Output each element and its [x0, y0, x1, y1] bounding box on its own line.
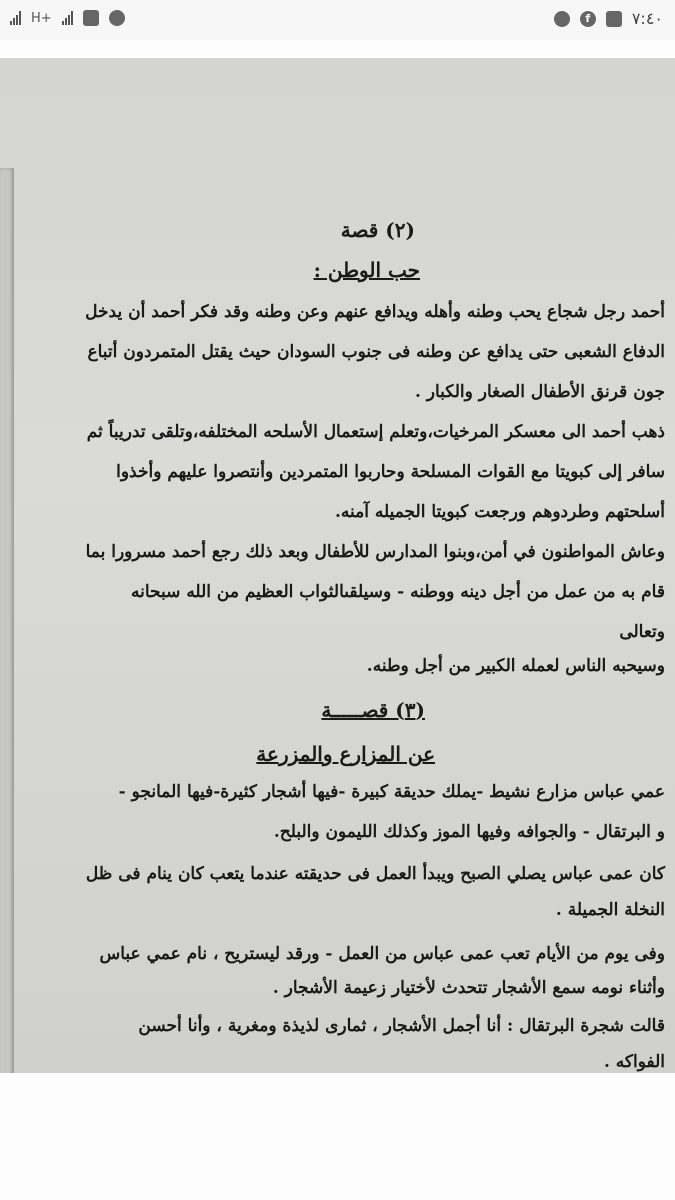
status-bar: [0, 0, 675, 40]
story2-line: الدفاع الشعبى حتى يدافع عن وطنه فى جنوب السودان حيث يقتل المتمردون أتباع: [87, 342, 665, 362]
story3-line: وأثناء نومه سمع الأشجار تتحدث لأختيار زعيمة الأشجار .: [272, 978, 665, 998]
story2-line: جون قرنق الأطفال الصغار والكبار .: [414, 382, 665, 402]
story3-line: كان عمى عباس يصلي الصبح ويبدأ العمل فى حديقته عندما يتعب كان ينام فى ظل: [85, 864, 665, 884]
story2-line: قام به من عمل من أجل دينه ووطنه - وسيلقىالثواب العظيم من الله سبحانه: [131, 582, 665, 602]
story2-line: أحمد رجل شجاع يحب وطنه وأهله ويدافع عنهم وعن وطنه وقد فكر أحمد أن يدخل: [85, 302, 665, 322]
alarm-icon: [109, 10, 125, 26]
network-type-label: H+: [31, 10, 52, 26]
signal-icon-2: [62, 11, 73, 25]
document-photo: [0, 58, 675, 1073]
sim-icon: [83, 10, 99, 26]
story2-line: أسلحتهم وطردوهم ورجعت كبويتا الجميله آمنه.: [334, 502, 665, 522]
story2-line: وتعالى: [619, 622, 665, 642]
status-right: [554, 9, 663, 28]
story2-line: سافر إلى كبويتا مع القوات المسلحة وحاربوا المتمردين وأنتصروا عليهم وأخذوا: [116, 462, 665, 482]
status-left: [10, 10, 125, 26]
story2-title: (٢) قصة: [340, 218, 415, 242]
story3-line: قالت شجرة البرتقال : أنا أجمل الأشجار ، ثمارى لذيذة ومغرية ، وأنا أحسن: [138, 1016, 665, 1036]
screen-bottom-area: [0, 1073, 675, 1200]
story3-line: و البرتقال - والجوافه وفيها الموز وكذلك الليمون والبلح.: [273, 822, 665, 842]
story2-line: وسيحبه الناس لعمله الكبير من أجل وطنه.: [366, 656, 665, 676]
signal-icon: [10, 11, 21, 25]
story2-line: ذهب أحمد الى معسكر المرخيات،وتعلم إستعمال الأسلحه المختلفه،وتلقى تدريباً ثم: [86, 422, 665, 442]
story3-line: عمي عباس مزارع نشيط -يملك حديقة كبيرة -فيها أشجار كثيرة-فيها المانجو -: [118, 782, 665, 802]
story3-line: الفواكه .: [603, 1052, 665, 1072]
whatsapp-icon: [554, 11, 570, 27]
story3-subtitle: عن المزارع والمزرعة: [256, 742, 435, 766]
story3-line: النخلة الجميلة .: [555, 900, 665, 920]
story3-line: وفى يوم من الأيام تعب عمى عباس من العمل - ورقد ليستريح ، نام عمي عباس: [99, 944, 665, 964]
facebook-icon: f: [580, 11, 596, 27]
message-icon: [606, 11, 622, 27]
story2-subtitle: حب الوطن :: [313, 258, 420, 282]
story3-title: (٣) قصـــــة: [321, 698, 425, 722]
clock-time: ٧:٤٠: [631, 9, 663, 28]
story2-line: وعاش المواطنون في أمن،وبنوا المدارس للأطفال وبعد ذلك رجع أحمد مسرورا بما: [85, 542, 665, 562]
adjacent-page-edge: [0, 168, 14, 1073]
